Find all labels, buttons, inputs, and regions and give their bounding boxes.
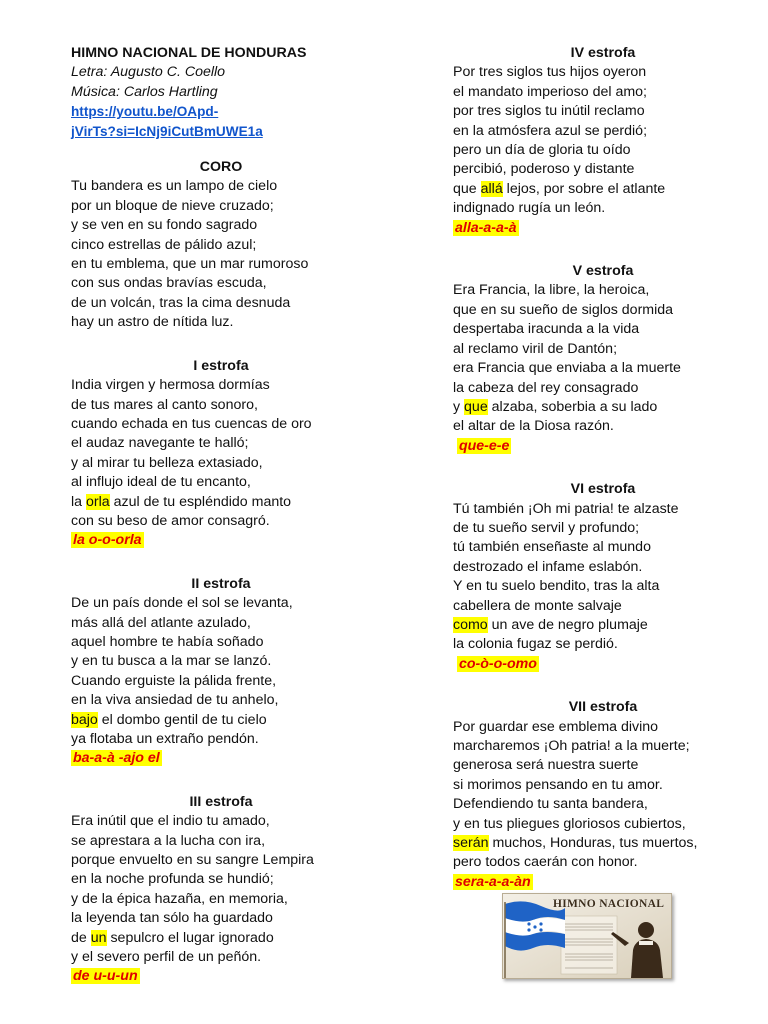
line-prefix: de — [71, 929, 91, 946]
estrofa-5-section — [453, 262, 753, 456]
verse-line: Por guardar ese emblema divino — [453, 718, 659, 735]
verse-line: ya flotaba un extraño pendón. — [71, 731, 259, 747]
line-suffix: muchos, Honduras, tus muertos, — [488, 835, 698, 852]
verse-line: con su beso de amor consagró. — [71, 512, 270, 529]
line-suffix: alzaba, soberbia a su lado — [487, 398, 658, 415]
verse-line: en la viva ansiedad de tu anhelo, — [71, 692, 279, 709]
youtube-link[interactable] — [71, 102, 371, 141]
verse-line: y al mirar tu belleza extasiado, — [71, 454, 263, 471]
verse-line: cinco estrellas de pálido azul; — [71, 236, 257, 253]
verse-line-highlighted — [453, 180, 753, 199]
verse-line-highlighted — [453, 398, 753, 417]
left-column — [71, 44, 371, 987]
verse-line: si morimos pensando en tu amor. — [453, 776, 663, 793]
sung-chorus-cue: sera-a-a-àn — [455, 873, 531, 890]
verse-line: la leyenda tan sólo ha guardado — [71, 910, 273, 927]
highlighted-word: un — [90, 929, 107, 946]
verse-line: el audaz navegante te halló; — [71, 435, 249, 452]
estrofa-heading: II estrofa — [191, 575, 251, 592]
verse-line: India virgen y hermosa dormías — [71, 377, 270, 394]
anthem-title: HIMNO NACIONAL DE HONDURAS — [71, 45, 307, 61]
verse-line: al reclamo viril de Dantón; — [453, 340, 618, 357]
verse-line: al influjo ideal de tu encanto, — [71, 474, 251, 491]
estrofa-heading: V estrofa — [572, 263, 634, 280]
line-prefix: y — [453, 398, 465, 415]
verse-line: y el severo perfil de un peñón. — [71, 949, 262, 966]
verse-line: destrozado el infame eslabón. — [453, 558, 643, 575]
estrofa-7-section — [453, 698, 753, 892]
youtube-link-line-1[interactable]: https://youtu.be/OApd- — [71, 104, 219, 120]
verse-line: la cabeza del rey consagrado — [453, 379, 639, 396]
line-prefix: la — [71, 493, 86, 510]
line-suffix: sepulcro el lugar ignorado — [106, 929, 274, 946]
himno-nacional-label: HIMNO NACIONAL — [553, 898, 665, 910]
line-suffix: azul de tu espléndido manto — [109, 493, 292, 510]
estrofa-3-section — [71, 793, 371, 987]
verse-line: la colonia fugaz se perdió. — [453, 636, 618, 653]
coro-section — [71, 158, 371, 333]
verse-line: De un país donde el sol se levanta, — [71, 595, 293, 612]
line-suffix: lejos, por sobre el atlante — [502, 180, 666, 197]
verse-line: era Francia que enviaba a la muerte — [453, 360, 681, 377]
verse-line: Por tres siglos tus hijos oyeron — [453, 64, 647, 81]
verse-line: hay un astro de nítida luz. — [71, 314, 234, 331]
highlighted-word: que — [464, 398, 488, 415]
sung-chorus-cue: la o-o-orla — [73, 532, 142, 549]
verse-line: tú también enseñaste al mundo — [453, 539, 651, 556]
estrofa-heading: VII estrofa — [568, 699, 638, 716]
verse-line: pero todos caerán con honor. — [453, 854, 638, 871]
verse-line: en tu emblema, que un mar rumoroso — [71, 256, 309, 273]
verse-line: marcharemos ¡Oh patria! a la muerte; — [453, 738, 690, 754]
verse-line: porque envuelto en su sangre Lempira — [71, 852, 314, 869]
verse-line: que en su sueño de siglos dormida — [453, 301, 674, 318]
verse-line: Defendiendo tu santa bandera, — [453, 796, 648, 813]
composer-credit: Música: Carlos Hartling — [71, 83, 218, 100]
line-suffix: el dombo gentil de tu cielo — [97, 711, 267, 728]
verse-line-highlighted — [453, 616, 753, 635]
verse-line-highlighted — [453, 834, 753, 853]
estrofa-6-section — [453, 480, 753, 674]
verse-line: con sus ondas bravías escuda, — [71, 275, 267, 292]
estrofa-2-section — [71, 575, 371, 769]
line-suffix: un ave de negro plumaje — [487, 616, 648, 633]
highlighted-word: orla — [85, 493, 110, 510]
verse-line: aquel hombre te había soñado — [71, 633, 264, 650]
right-column — [453, 44, 753, 892]
verse-line: generosa será nuestra suerte — [453, 757, 639, 774]
verse-line: Y en tu suelo bendito, tras la alta — [453, 578, 660, 595]
verse-line-highlighted — [71, 493, 371, 512]
verse-line: pero un día de gloria tu oído — [453, 142, 631, 159]
verse-line: y en tu busca a la mar se lanzó. — [71, 653, 272, 670]
estrofa-4-section — [453, 44, 753, 238]
sung-chorus-cue: alla-a-a-à — [455, 219, 517, 236]
estrofa-1-section — [71, 357, 371, 551]
verse-line: y en tus pliegues gloriosos cubiertos, — [453, 815, 686, 832]
verse-line: de tu sueño servil y profundo; — [453, 519, 640, 536]
verse-line: el mandato imperioso del amo; — [453, 83, 647, 100]
verse-line: Era inútil que el indio tu amado, — [71, 813, 270, 830]
verse-line: por un bloque de nieve cruzado; — [71, 197, 274, 214]
highlighted-word: como — [453, 616, 488, 633]
verse-line: Era Francia, la libre, la heroica, — [453, 282, 650, 299]
verse-line: de un volcán, tras la cima desnuda — [71, 294, 291, 311]
verse-line: de tus mares al canto sonoro, — [71, 396, 258, 413]
verse-line: y se ven en su fondo sagrado — [71, 217, 258, 234]
verse-line: más allá del atlante azulado, — [71, 614, 251, 631]
sung-chorus-cue: ba-a-à -ajo el — [73, 750, 160, 767]
estrofa-heading: IV estrofa — [570, 45, 636, 61]
verse-line-highlighted — [71, 929, 371, 948]
verse-line: por tres siglos tu inútil reclamo — [453, 103, 645, 120]
verse-line: Tu bandera es un lampo de cielo — [71, 178, 278, 195]
sung-chorus-cue: de u-u-un — [73, 968, 138, 985]
verse-line: y de la épica hazaña, en memoria, — [71, 890, 288, 907]
verse-line: en la noche profunda se hundió; — [71, 871, 274, 888]
estrofa-heading: I estrofa — [193, 357, 249, 374]
estrofa-heading: VI estrofa — [570, 481, 636, 498]
verse-line: el altar de la Diosa razón. — [453, 418, 614, 435]
sung-chorus-cue: co-ò-o-omo — [458, 655, 537, 672]
line-prefix: que — [453, 180, 481, 197]
coro-heading: CORO — [199, 159, 243, 176]
verse-line: percibió, poderoso y distante — [453, 161, 635, 178]
verse-line: indignado rugía un león. — [453, 200, 606, 217]
verse-line: Tú también ¡Oh mi patria! te alzaste — [453, 500, 679, 517]
verse-line-highlighted — [71, 711, 371, 730]
verse-line: cabellera de monte salvaje — [453, 597, 622, 614]
sung-chorus-cue: que-e-e — [458, 437, 510, 454]
verse-line: cuando echada en tus cuencas de oro — [71, 415, 312, 432]
lyricist-credit: Letra: Augusto C. Coello — [71, 64, 226, 81]
verse-line: en la atmósfera azul se perdió; — [453, 122, 648, 139]
youtube-link-line-2[interactable]: jVirTs?si=IcNj9iCutBmUWE1a — [71, 123, 263, 139]
highlighted-word: bajo — [71, 711, 98, 728]
verse-line: se aprestara a la lucha con ira, — [71, 832, 266, 849]
verse-line: despertaba iracunda a la vida — [453, 321, 640, 338]
verse-line: Cuando erguiste la pálida frente, — [71, 672, 277, 689]
estrofa-heading: III estrofa — [189, 793, 253, 810]
highlighted-word: allá — [480, 180, 503, 197]
highlighted-word: serán — [453, 835, 489, 852]
honduras-flag-and-conductor-image — [502, 893, 672, 979]
